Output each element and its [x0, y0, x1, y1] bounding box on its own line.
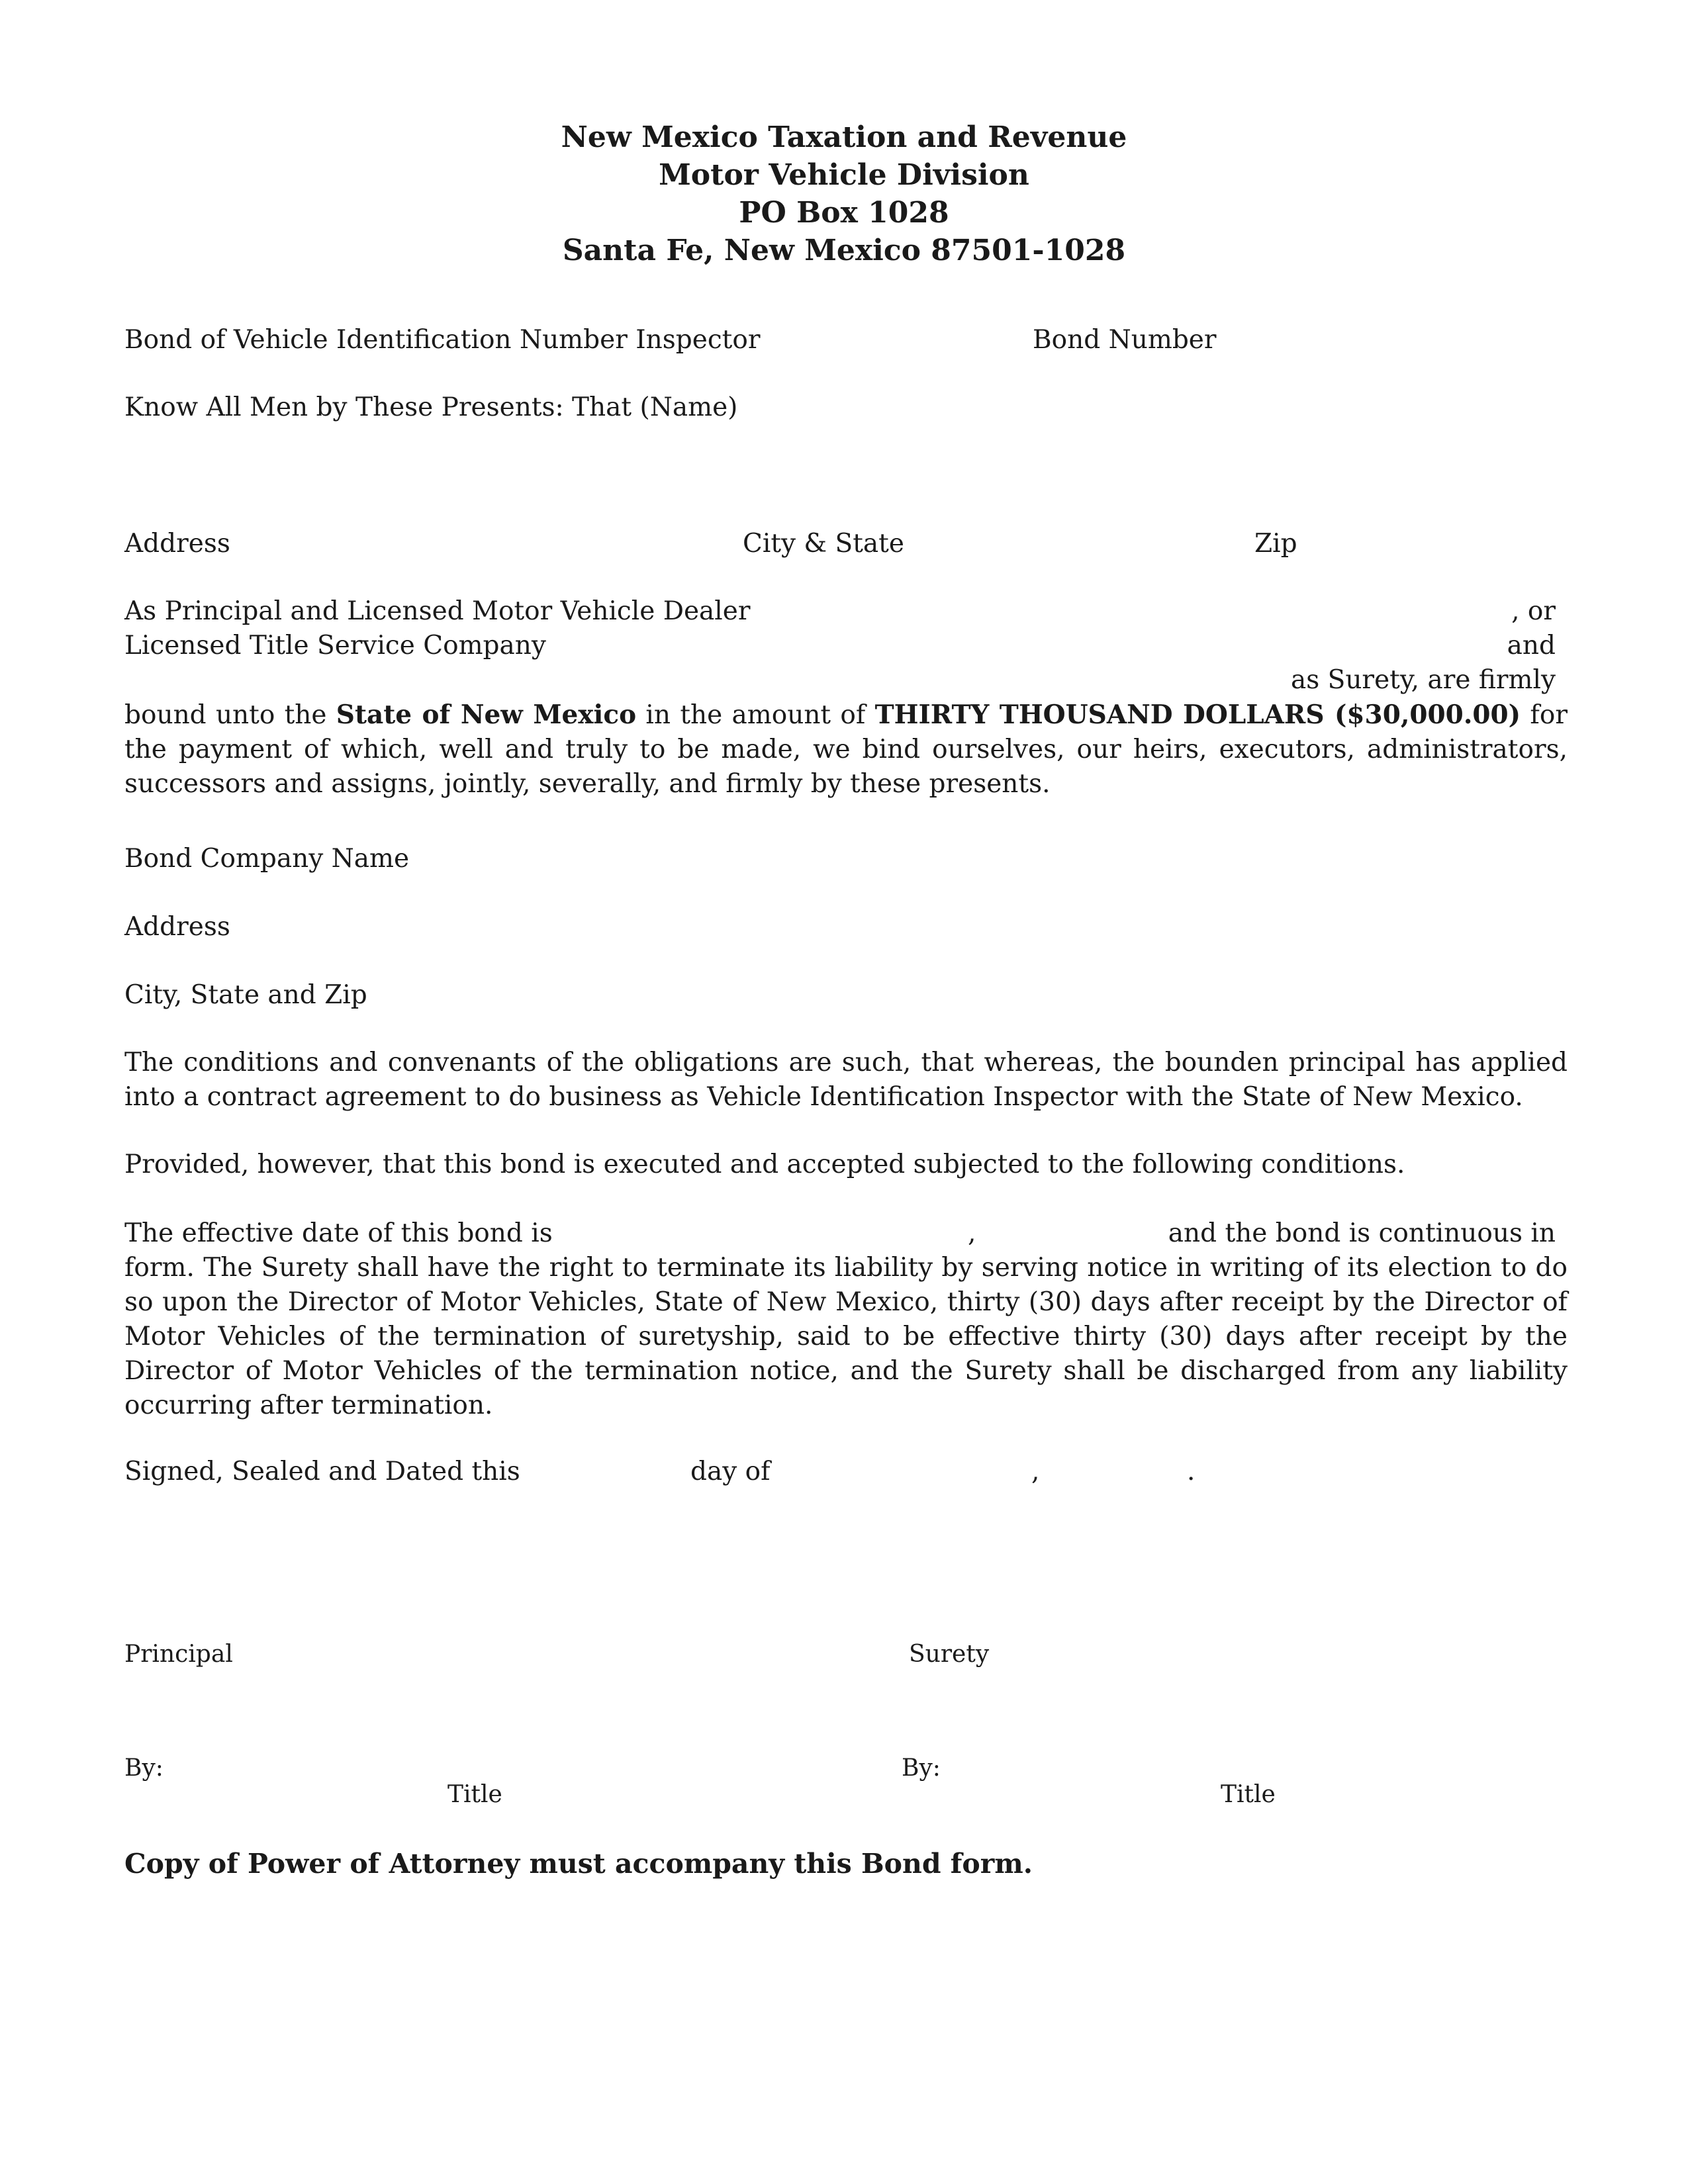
- principal-title-label: Title: [447, 1781, 502, 1808]
- bond-type-label: Bond of Vehicle Identification Number Inspector: [124, 325, 761, 355]
- bound-paragraph: [124, 698, 1568, 801]
- signed-period: .: [1187, 1457, 1196, 1486]
- surety-signature-label: Surety: [909, 1641, 990, 1668]
- surety-by-label: By:: [902, 1754, 941, 1782]
- day-of-label: day of: [690, 1457, 771, 1486]
- bond-company-address-label: Address: [124, 912, 230, 942]
- principal-city-state-label: City & State: [743, 529, 904, 559]
- power-of-attorney-notice: Copy of Power of Attorney must accompany this Bond form.: [124, 1848, 1033, 1880]
- principal-dealer-label: As Principal and Licensed Motor Vehicle Dealer: [124, 596, 751, 626]
- provided-paragraph: Provided, however, that this bond is executed and accepted subjected to the following conditions.: [124, 1150, 1405, 1179]
- termination-paragraph: form. The Surety shall have the right to terminate its liability by serving notice in writing of its election to do so upon the Director of Motor Vehicles, State of New Mexico, thirty (30) days after receipt by the Director of Motor Vehicles of the termination of suretyship, said to be effective thirty (30) days after receipt by the Director of Motor Vehicles of the termination notice, and the Surety shall be discharged from any liability occurring after termination.: [124, 1253, 1568, 1420]
- effective-date-label: The effective date of this bond is: [124, 1218, 553, 1248]
- bond-number-label: Bond Number: [1033, 325, 1217, 355]
- bound-state: State of New Mexico: [336, 700, 637, 730]
- principal-address-label: Address: [124, 529, 230, 559]
- signed-sealed-label: Signed, Sealed and Dated this: [124, 1457, 520, 1486]
- bound-text-1: bound unto the: [124, 700, 336, 730]
- principal-by-label: By:: [124, 1754, 164, 1782]
- header-division: Motor Vehicle Division: [659, 158, 1029, 192]
- bound-text-3: for the payment of which, well and truly to be made, we bind ourselves, our heirs, executors, administrators, successors and assigns, jointly, severally, and firmly by these presents.: [124, 700, 1568, 799]
- effective-date-comma: ,: [968, 1218, 976, 1248]
- conditions-paragraph: The conditions and convenants of the obligations are such, that whereas, the bounden principal has applied into a contract agreement to do business as Vehicle Identification Inspector with the State of New Mexico.: [124, 1048, 1568, 1112]
- know-all-men-label: Know All Men by These Presents: That (Name): [124, 392, 738, 422]
- bound-text-2: in the amount of: [636, 700, 875, 730]
- title-service-suffix: and: [1507, 631, 1556, 660]
- surety-firmly-text: as Surety, are firmly: [1290, 665, 1556, 695]
- principal-zip-label: Zip: [1254, 529, 1297, 559]
- bound-amount: THIRTY THOUSAND DOLLARS ($30,000.00): [874, 700, 1521, 730]
- signed-comma: ,: [1031, 1457, 1040, 1486]
- header-po-box: PO Box 1028: [739, 196, 949, 230]
- header-agency: New Mexico Taxation and Revenue: [561, 120, 1127, 154]
- header-city: Santa Fe, New Mexico 87501-1028: [562, 234, 1126, 267]
- bond-company-name-label: Bond Company Name: [124, 844, 410, 874]
- principal-signature-label: Principal: [124, 1641, 233, 1668]
- surety-title-label: Title: [1221, 1781, 1276, 1808]
- bond-company-city-label: City, State and Zip: [124, 980, 367, 1010]
- title-service-label: Licensed Title Service Company: [124, 631, 546, 660]
- effective-continuous-text: and the bond is continuous in: [1168, 1218, 1556, 1248]
- principal-dealer-suffix: , or: [1511, 596, 1556, 626]
